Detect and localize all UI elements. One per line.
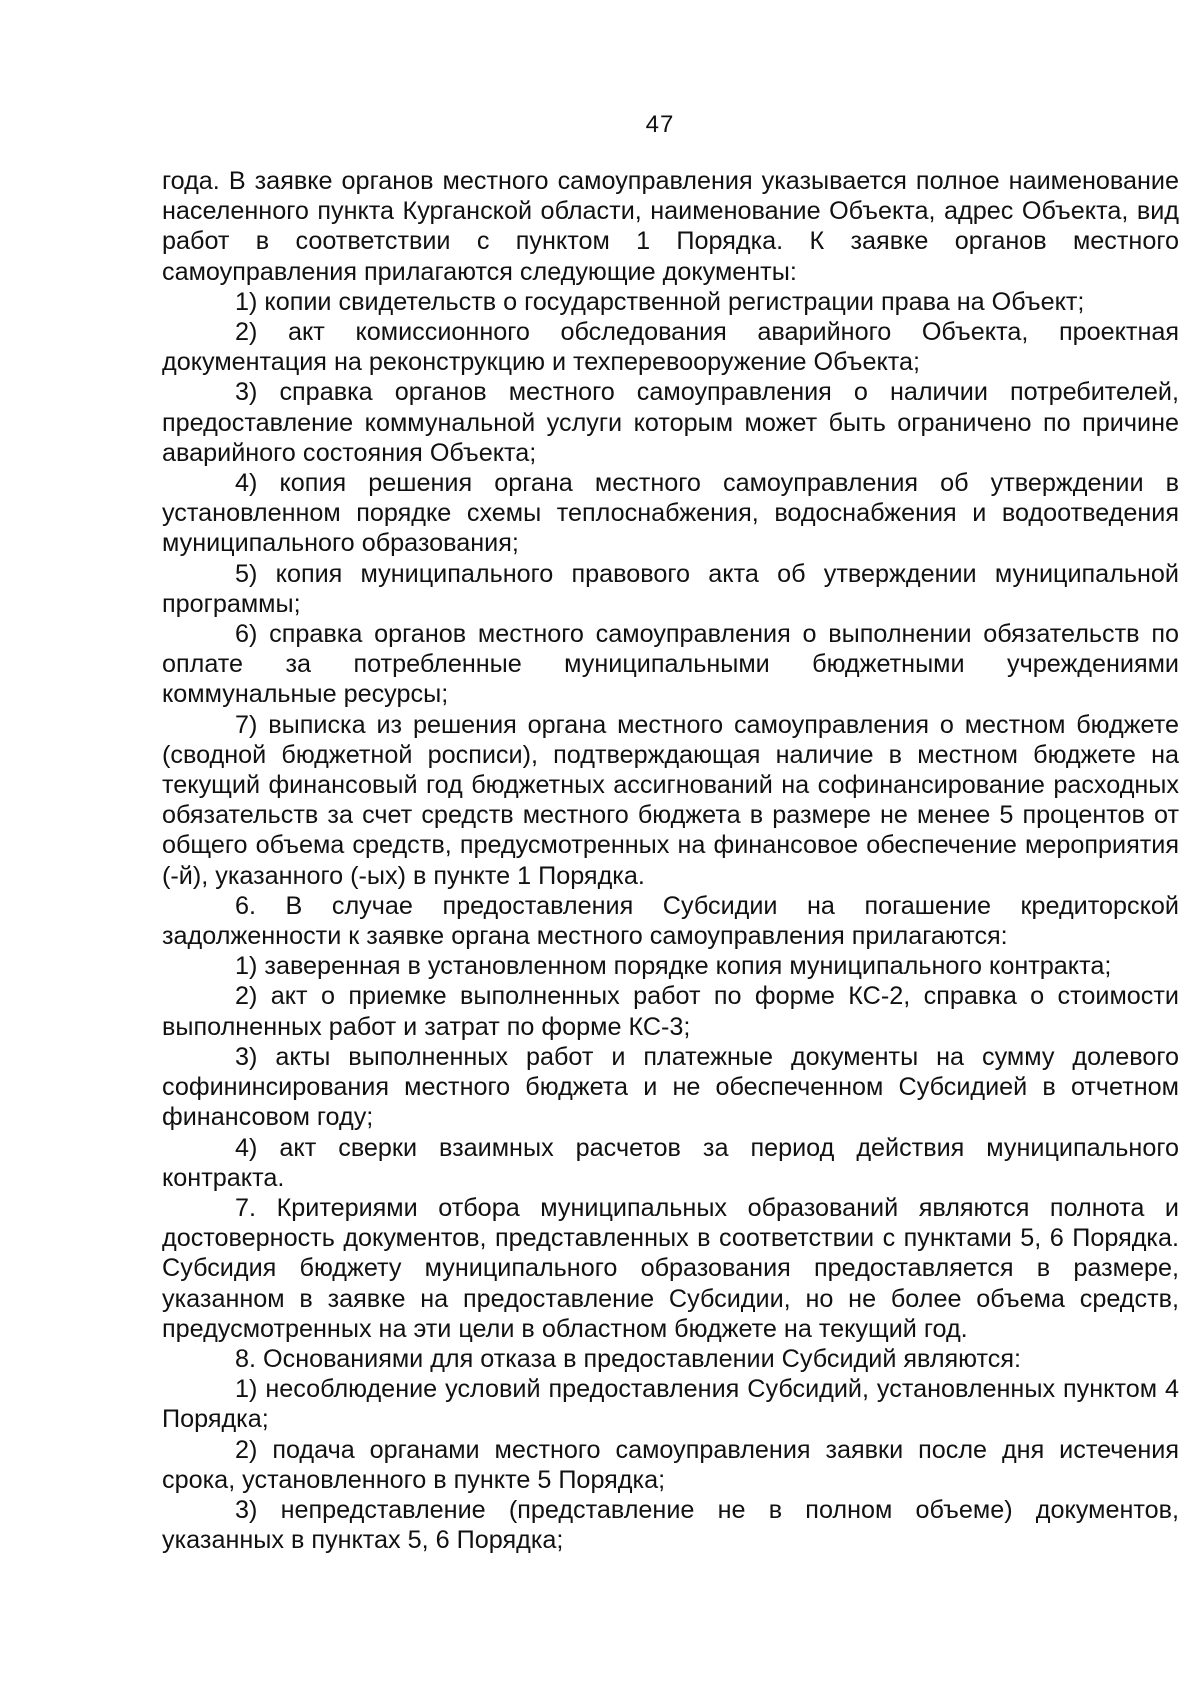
list-item-1: 1) копии свидетельств о государственной регистрации права на Объект; — [235, 287, 1085, 316]
page-number: 47 — [645, 111, 675, 138]
clause-8-item-2: 2) подача органами местного самоуправления заявки после дня истечения срока, установленного в пункте 5 Порядка; — [162, 1435, 1179, 1494]
paragraph-continuation: года. В заявке органов местного самоуправления указывается полное наименование населенного пункта Курганской области, наименование Объекта, адрес Объекта, вид работ в соответствии с пунктом 1 Порядка. К заявке органов местного самоуправления прилагаются следующие документы: — [162, 167, 1179, 286]
clause-8-item-3: 3) непредставление (представление не в полном объеме) документов, указанных в пунктах 5, 6 Порядка; — [162, 1495, 1179, 1555]
list-item-3: 3) справка органов местного самоуправления о наличии потребителей, предоставление коммунальной услуги которым может быть ограничено по причине аварийного состояния Объекта; — [162, 378, 1179, 467]
document-body — [162, 166, 1179, 1555]
clause-7: 7. Критериями отбора муниципальных образований являются полнота и достоверность документов, представленных в соответствии с пунктами 5, 6 Порядка. Субсидия бюджету муниципального образования предоставляется в размере, указанном в заявке на предоставление Субсидии, но не более объема средств, предусмотренных на эти цели в областном бюджете на текущий год. — [162, 1193, 1179, 1343]
clause-6-item-2: 2) акт о приемке выполненных работ по форме КС-2, справка о стоимости выполненных работ и затрат по форме КС-3; — [162, 982, 1179, 1041]
list-item-2: 2) акт комиссионного обследования аварийного Объекта, проектная документация на реконструкцию и техперевооружение Объекта; — [162, 318, 1179, 377]
list-item-4: 4) копия решения органа местного самоуправления об утверждении в установленном порядке схемы теплоснабжения, водоснабжения и водоотведения муниципального образования; — [162, 469, 1179, 558]
list-item-6: 6) справка органов местного самоуправления о выполнении обязательств по оплате за потребленные муниципальными бюджетными учреждениями коммунальные ресурсы; — [162, 620, 1179, 709]
clause-6-item-1: 1) заверенная в установленном порядке копия муниципального контракта; — [235, 952, 1112, 981]
clause-6-item-3: 3) акты выполненных работ и платежные документы на сумму долевого софининсирования местного бюджета и не обеспеченном Субсидией в отчетном финансовом году; — [162, 1042, 1179, 1132]
clause-6: 6. В случае предоставления Субсидии на погашение кредиторской задолженности к заявке органа местного самоуправления прилагаются: — [162, 891, 1179, 951]
list-item-7: 7) выписка из решения органа местного самоуправления о местном бюджете (сводной бюджетной росписи), подтверждающая наличие в местном бюджете на текущий финансовый год бюджетных ассигнований на софинансирование расходных обязательств за счет средств местного бюджета в размере не менее 5 процентов от общего объема средств, предусмотренных на финансовое обеспечение мероприятия (-й), указанного (-ых) в пункте 1 Порядка. — [162, 710, 1179, 890]
list-item-5: 5) копия муниципального правового акта об утверждении муниципальной программы; — [162, 559, 1179, 618]
clause-8: 8. Основаниями для отказа в предоставлении Субсидий являются: — [235, 1344, 1021, 1373]
clause-6-item-4: 4) акт сверки взаимных расчетов за период действия муниципального контракта. — [162, 1133, 1179, 1192]
clause-8-item-1: 1) несоблюдение условий предоставления Субсидий, установленных пунктом 4 Порядка; — [162, 1375, 1179, 1434]
